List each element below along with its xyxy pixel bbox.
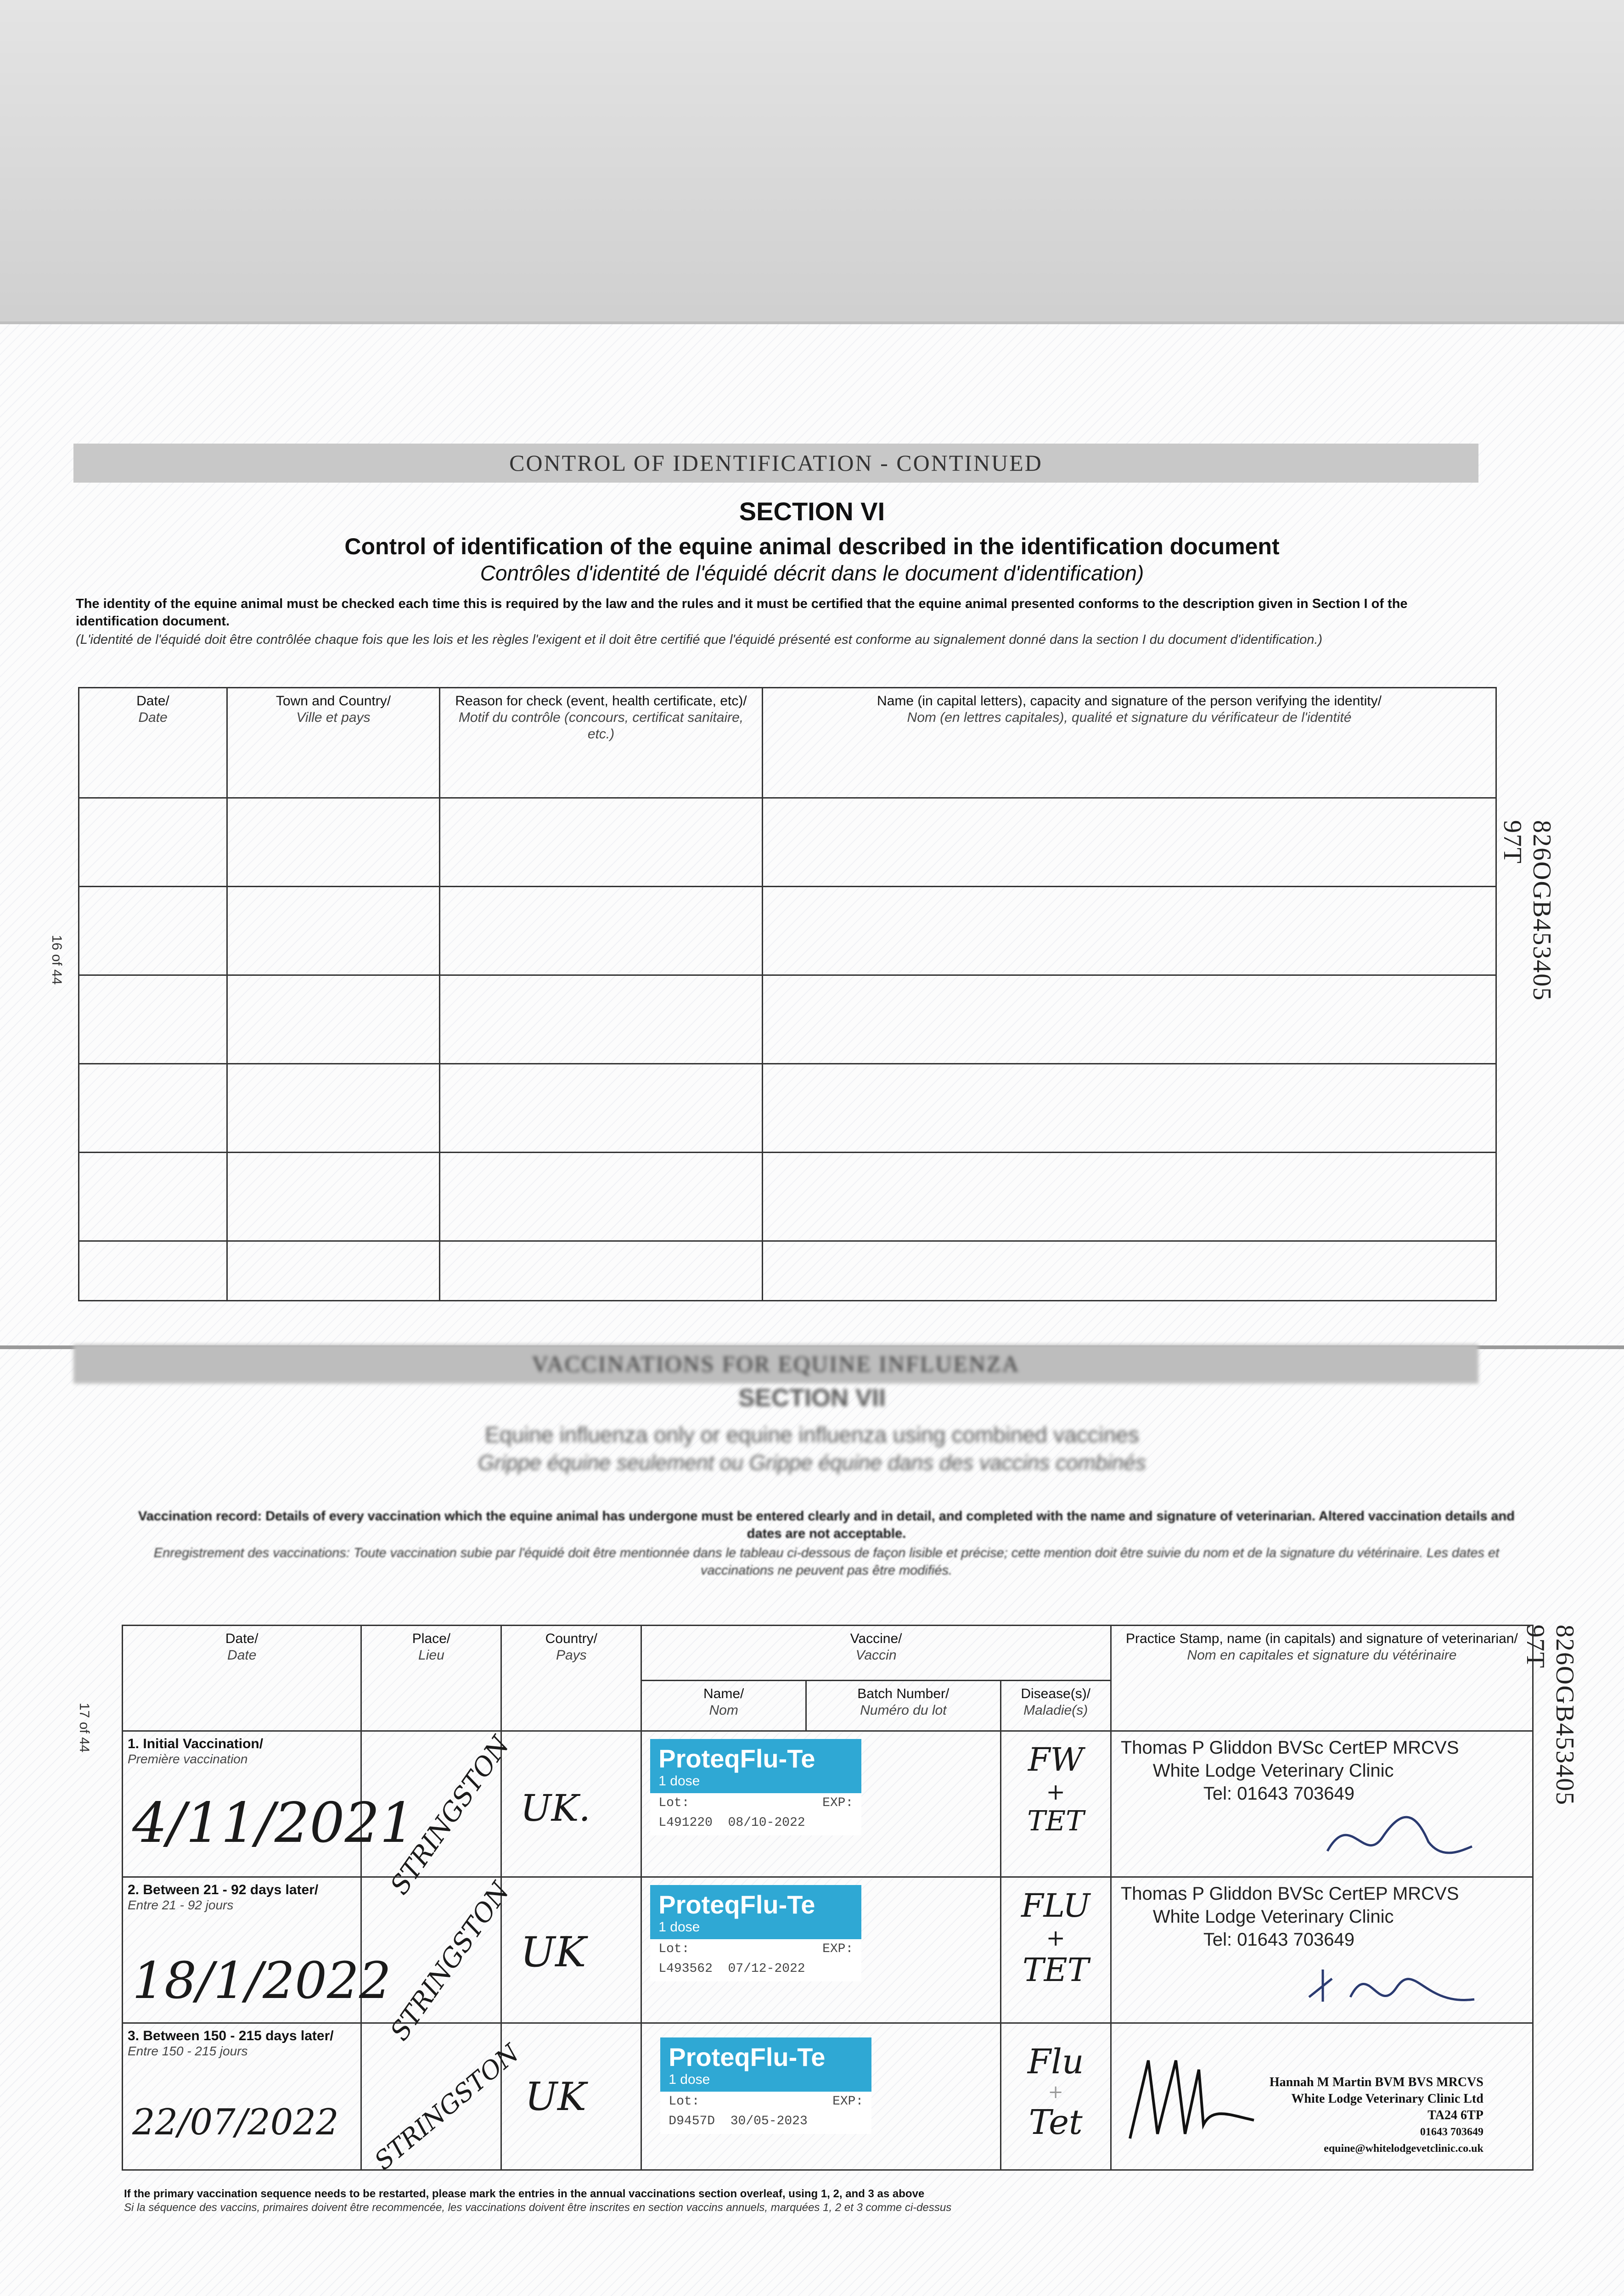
disease-cell (1000, 1731, 1111, 1877)
row-label: 3. Between 150 - 215 days later/ (128, 2028, 334, 2043)
disease-cell (1000, 1877, 1111, 2023)
place-cell (361, 1877, 516, 2046)
col-town-country: Town and Country/ Ville et pays (227, 688, 440, 798)
lot-label: Lot: (658, 1796, 690, 1810)
handwritten-date: 4/11/2021 (132, 1791, 415, 1855)
table-row (79, 1064, 1496, 1153)
section-title: SECTION VII (738, 1384, 886, 1412)
vet-signature (1323, 1801, 1474, 1865)
vaccine-sticker-cell (641, 1877, 1000, 2023)
vaccine-label-sticker (660, 2037, 871, 2134)
row-label-fr: Première vaccination (128, 1752, 248, 1766)
vet-stamp (1116, 1736, 1528, 1805)
table-row (79, 1241, 1496, 1301)
place-cell (361, 2023, 525, 2176)
disease-plus: + (1048, 2082, 1063, 2103)
col-reason: Reason for check (event, health certificate, etc)/ Motif du contrôle (concours, certificat sanitaire, etc.) (440, 688, 763, 798)
col-verifier: Name (in capital letters), capacity and signature of the person verifying the identity/ Nom (en lettres capitales), qualité et signature du vérificateur de l'identité (763, 688, 1496, 798)
intro-english: Vaccination record: Details of every vaccination which the equine animal has undergone must be entered clearly and in detail, and completed with the name and signature of veterinarian. Altered vaccination details and dates are not acceptable. (138, 1509, 1515, 1541)
table-row (123, 2023, 1533, 2170)
table-row (123, 1877, 1533, 2023)
vet-phone: Tel: 01643 703649 (1203, 1784, 1355, 1804)
lot-number: L491220 (658, 1816, 713, 1830)
country-cell (501, 1731, 641, 1877)
page-16 (0, 321, 1624, 1348)
table-row (79, 887, 1496, 975)
page-banner: VACCINATIONS FOR EQUINE INFLUENZA (73, 1345, 1478, 1384)
exp-label: EXP: (822, 1942, 854, 1956)
row-label-fr: Entre 150 - 215 jours (128, 2044, 248, 2058)
disease-2: TET (1027, 1805, 1085, 1837)
vet-signature (1121, 2042, 1259, 2152)
disease-1: FLU (1021, 1887, 1090, 1925)
vet-stamp-cell (1111, 1731, 1533, 1877)
vet-contact: 01643 703649 equine@whitelodgevetclinic.co.uk (1324, 2126, 1484, 2155)
handwritten-place: STRINGSTON (385, 1877, 516, 2046)
vaccine-dose: 1 dose (669, 2072, 710, 2087)
vaccine-sticker-cell (641, 1731, 1000, 1877)
handwritten-place: STRINGSTON (369, 2038, 525, 2176)
intro-english: The identity of the equine animal must be checked each time this is required by the law and the rules and it must be certified that the equine animal presented conforms to the description given in Section I of the identification document. (76, 597, 1408, 629)
scanner-background (0, 0, 1624, 331)
row-label: 1. Initial Vaccination/ (128, 1736, 264, 1751)
table-row (123, 1731, 1533, 1877)
col-date: Date/ Date (79, 688, 227, 798)
row-label-fr: Entre 21 - 92 jours (128, 1898, 234, 1912)
disease-2: Tet (1028, 2103, 1083, 2142)
footnote-english: If the primary vaccination sequence needs to be restarted, please mark the entries in the annual vaccinations section overleaf, using 1, 2, and 3 as above (124, 2188, 925, 2200)
page-banner: CONTROL OF IDENTIFICATION - CONTINUED (73, 444, 1478, 483)
page-number: 17 of 44 (77, 1703, 92, 1753)
vaccine-dose: 1 dose (658, 1773, 700, 1789)
expiry-date: 07/12-2022 (728, 1962, 805, 1976)
disease-plus: + (1046, 1778, 1066, 1805)
vet-practice: White Lodge Veterinary Clinic (1152, 1907, 1394, 1927)
title-english: Control of identification of the equine animal described in the identification document (344, 534, 1280, 559)
lot-label: Lot: (669, 2094, 700, 2109)
date-cell (123, 2023, 361, 2170)
col-vet-stamp: Practice Stamp, name (in capitals) and signature of veterinarian/ Nom en capitales et signature du vétérinaire (1111, 1626, 1533, 1731)
vaccine-label-sticker (650, 1739, 861, 1835)
col-batch-number: Batch Number/ Numéro du lot (806, 1681, 1000, 1731)
vaccination-table (122, 1625, 1534, 2176)
lot-label: Lot: (658, 1942, 690, 1956)
vaccine-name: ProteqFlu-Te (658, 1890, 815, 1919)
country-cell (501, 1877, 641, 2023)
vet-name: Thomas P Gliddon BVSc CertEP MRCVS (1120, 1738, 1459, 1758)
handwritten-country: UK (525, 2074, 586, 2119)
row-label: 2. Between 21 - 92 days later/ (128, 1882, 319, 1897)
table-header-row (123, 1626, 1533, 1681)
vet-stamp-cell (1111, 1877, 1533, 2023)
disease-2: TET (1022, 1951, 1089, 1989)
vaccine-label-sticker (650, 1885, 861, 1981)
page-number: 16 of 44 (49, 935, 64, 985)
col-place: Place/ Lieu (361, 1626, 501, 1731)
vaccine-name: ProteqFlu-Te (669, 2043, 826, 2071)
lot-number: L493562 (658, 1962, 713, 1976)
intro-french: Enregistrement des vaccinations: Toute vaccination subie par l'équidé doit être mentionnée dans le tableau ci-dessous de façon lisible et précise; cette mention doit être suivie du nom et de la signature du vétérinaire. Les dates et vaccinations ne peuvent pas être modifiés. (153, 1546, 1500, 1578)
vet-stamp (1116, 1882, 1528, 1951)
passport-serial: 826OGB453405 97T (1498, 820, 1556, 1002)
disease-cell (1000, 2023, 1111, 2170)
col-country: Country/ Pays (501, 1626, 641, 1731)
lot-number: D9457D (669, 2114, 715, 2128)
vaccine-sticker-cell (641, 2023, 1000, 2170)
handwritten-date: 22/07/2022 (132, 2102, 339, 2143)
title-french: Contrôles d'identité de l'équidé décrit dans le document d'identification) (480, 561, 1144, 585)
section-title: SECTION VI (739, 497, 885, 526)
vet-practice: White Lodge Veterinary Clinic Ltd TA24 6TP (1291, 2092, 1484, 2122)
identity-check-table (78, 687, 1497, 1301)
place-cell (361, 1731, 516, 1900)
col-date: Date/ Date (123, 1626, 361, 1731)
country-cell (501, 2023, 641, 2170)
vaccine-name: ProteqFlu-Te (658, 1744, 815, 1773)
table-row (79, 975, 1496, 1064)
expiry-date: 30/05-2023 (730, 2114, 808, 2128)
vaccine-dose: 1 dose (658, 1919, 700, 1935)
col-vaccine: Vaccine/ Vaccin (641, 1626, 1111, 1681)
title-english: Equine influenza only or equine influenza using combined vaccines (485, 1423, 1139, 1447)
table-row (79, 1153, 1496, 1241)
disease-plus: + (1046, 1925, 1066, 1951)
passport-serial: 826OGB453405 97T (1521, 1625, 1579, 1806)
vet-stamp (1263, 2074, 1484, 2157)
date-cell (123, 1731, 415, 1877)
vet-signature (1304, 1951, 1479, 2011)
vet-name: Hannah M Martin BVM BVS MRCVS (1269, 2075, 1484, 2089)
table-row (79, 798, 1496, 887)
intro-french: (L'identité de l'équidé doit être contrôlée chaque fois que les lois et les règles l'exigent et il doit être certifié que l'équidé présenté est conforme au signalement donné dans la section I du document d'identification.) (76, 632, 1323, 647)
handwritten-date: 18/1/2022 (132, 1951, 392, 2010)
footnote-french: Si la séquence des vaccins, primaires doivent être recommencée, les vaccinations doivent être inscrites en section vaccins annuels, marquées 1, 2 et 3 comme ci-dessus (124, 2201, 952, 2214)
exp-label: EXP: (822, 1796, 854, 1810)
table-header-row (79, 688, 1496, 798)
exp-label: EXP: (832, 2094, 864, 2109)
date-cell (123, 1877, 392, 2023)
page-17 (0, 1345, 1624, 2296)
col-vaccine-name: Name/ Nom (641, 1681, 806, 1731)
disease-1: Flu (1027, 2042, 1084, 2082)
col-disease: Disease(s)/ Maladie(s) (1000, 1681, 1111, 1731)
vet-stamp-cell (1111, 2023, 1533, 2170)
vet-practice: White Lodge Veterinary Clinic (1152, 1761, 1394, 1781)
title-french: Grippe équine seulement ou Grippe équine dans des vaccins combinés (478, 1451, 1146, 1474)
vet-name: Thomas P Gliddon BVSc CertEP MRCVS (1120, 1884, 1459, 1904)
disease-1: FW (1028, 1741, 1084, 1778)
expiry-date: 08/10-2022 (728, 1816, 805, 1830)
handwritten-country: UK (520, 1928, 586, 1976)
handwritten-place: STRINGSTON (385, 1731, 516, 1900)
vet-phone: Tel: 01643 703649 (1203, 1930, 1355, 1950)
handwritten-country: UK. (520, 1787, 590, 1829)
